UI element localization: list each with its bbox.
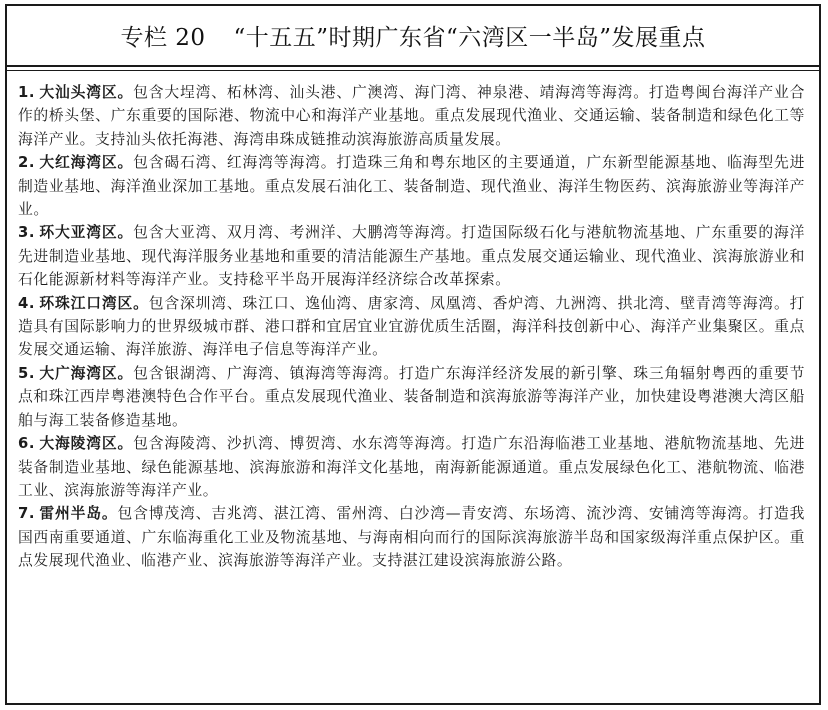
item-number: 3. [18,224,36,242]
item-number: 7. [18,505,36,523]
list-item [18,362,805,432]
item-text: 包含大亚湾、双月湾、考洲洋、大鹏湾等海湾。打造国际级石化与港航物流基地、广东重要的海洋先进制造业基地、现代海洋服务业基地和重要的清洁能源生产基地。重点发展交通运输业、现代渔业、滨海旅游业和石化能源新材料等海洋产业。支持稔平半岛开展海洋经济综合改革探索。 [18,224,805,289]
item-number: 5. [18,364,36,382]
item-text: 包含深圳湾、珠江口、逸仙湾、唐家湾、凤凰湾、香炉湾、九洲湾、拱北湾、壁青湾等海湾。打造具有国际影响力的世界级城市群、港口群和宜居宜业宜游优质生活圈，海洋科技创新中心、海洋产业集聚区。重点发展交通运输、海洋旅游、海洋电子信息等海洋产业。 [18,294,805,359]
item-name: 大广海湾区。 [39,364,134,382]
item-text: 包含大埕湾、柘林湾、汕头港、广澳湾、海门湾、神泉港、靖海湾等海湾。打造粤闽台海洋产业合作的桥头堡、广东重要的国际港、物流中心和海洋产业基地。重点发展现代渔业、交通运输、装备制造和绿色化工等海洋产业。支持汕头依托海港、海湾串珠成链推动滨海旅游高质量发展。 [18,84,805,148]
list-item [18,81,805,151]
item-text: 包含碣石湾、红海湾等海湾。打造珠三角和粤东地区的主要通道，广东新型能源基地、临海型先进制造业基地、海洋渔业深加工基地。重点发展石油化工、装备制造、现代渔业、海洋生物医药、滨海旅游业等海洋产业。 [18,154,805,219]
header-divider [7,65,819,67]
item-name: 环珠江口湾区。 [39,294,149,312]
item-name: 大汕头湾区。 [39,84,134,101]
item-text: 包含银湖湾、广海湾、镇海湾等海湾。打造广东海洋经济发展的新引擎、珠三角辐射粤西的重要节点和珠江西岸粤港澳特色合作平台。重点发展现代渔业、装备制造和滨海旅游等海洋产业，加快建设粤港澳大湾区船舶与海工装备修造基地。 [18,364,805,429]
item-number: 2. [18,154,36,172]
list-item [18,292,805,362]
item-name: 环大亚湾区。 [39,224,134,242]
list-item [18,221,805,291]
column-title: “十五五”时期广东省“六湾区一半岛”发展重点 [233,25,706,51]
item-text: 包含海陵湾、沙扒湾、博贺湾、水东湾等海湾。打造广东沿海临港工业基地、港航物流基地、先进装备制造业基地、绿色能源基地、滨海旅游和海洋文化基地，南海新能源通道。重点发展绿色化工、港航物流、临港工业、滨海旅游等海洋产业。 [18,435,805,499]
list-item [18,151,805,221]
column-label: 专栏 20 [120,25,206,51]
column-body [7,71,819,573]
item-name: 大红海湾区。 [39,154,134,172]
column-box [5,4,821,705]
item-number: 1. [18,84,36,101]
item-text: 包含博茂湾、吉兆湾、湛江湾、雷州湾、白沙湾—青安湾、东场湾、流沙湾、安铺湾等海湾。打造我国西南重要通道、广东临海重化工业及物流基地、与海南相向而行的国际滨海旅游半岛和国家级海洋重点保护区。重点发展现代渔业、临港产业、滨海旅游等海洋产业。支持湛江建设滨海旅游公路。 [18,505,805,570]
column-header [7,6,819,65]
item-name: 大海陵湾区。 [39,435,134,453]
item-number: 4. [18,294,36,312]
item-name: 雷州半岛。 [39,505,118,523]
list-item [18,502,805,572]
list-item [18,432,805,502]
item-number: 6. [18,435,36,453]
